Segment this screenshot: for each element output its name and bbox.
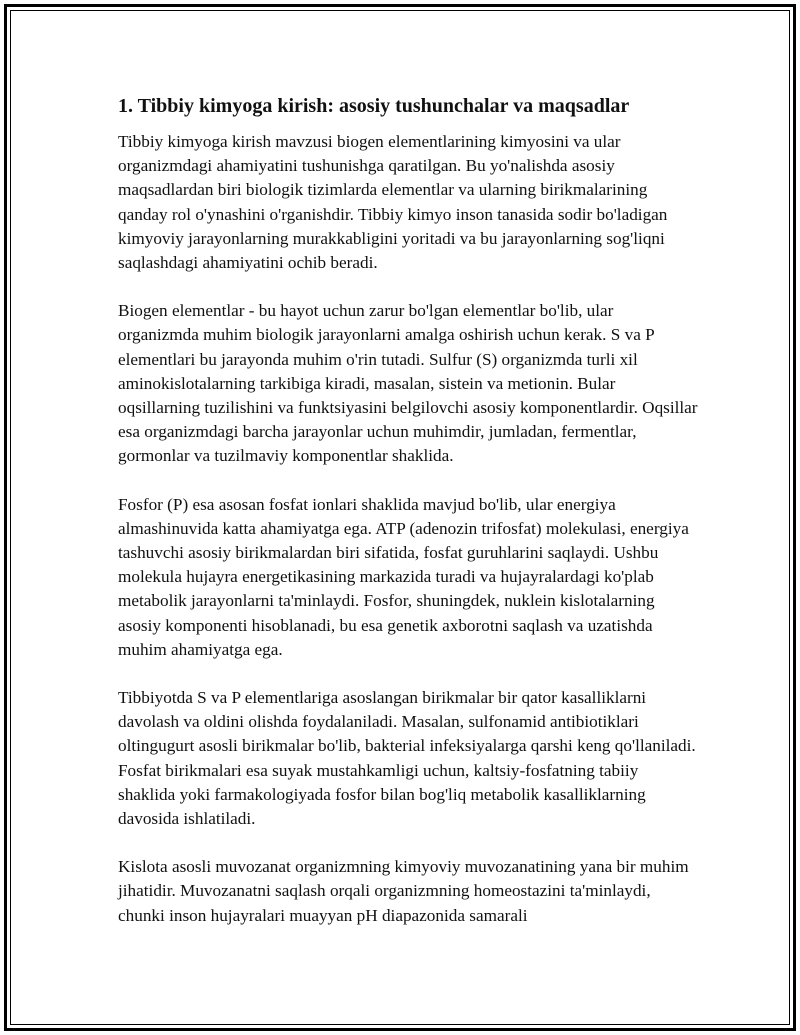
paragraph-biogen-elements: Biogen elementlar - bu hayot uchun zarur bo'lgan elementlar bo'lib, ular organizmda muhim biologik jarayonlarni amalga oshirish uchun kerak. S va P elementlari bu jarayonda muhim o'rin tutadi. Sulfur (S) organizmda turli xil aminokislotalarning tarkibiga kiradi, masalan, sistein va metionin. Bular oqsillarning tuzilishini va funktsiyasini belgilovchi asosiy komponentlardir. Oqsillar esa organizmdagi barcha jarayonlar uchun muhimdir, jumladan, fermentlar, gormonlar va tuzilmaviy komponentlar shaklida. xyxy=(118,301,698,466)
paragraph-intro: Tibbiy kimyoga kirish mavzusi biogen elementlarining kimyosini va ular organizmdagi ahamiyatini tushunishga qaratilgan. Bu yo'nalishda asosiy maqsadlardan biri biologik tizimlarda elementlar va ularning birikmalarining qanday rol o'ynashini o'rganishdir. Tibbiy kimyo inson tanasida sodir bo'ladigan kimyoviy jarayonlarning murakkabligini yoritadi va bu jarayonlarning sog'liqni saqlashdagi ahamiyatini ochib beradi. xyxy=(118,132,668,273)
paragraph-acid-base: Kislota asosli muvozanat organizmning kimyoviy muvozanatining yana bir muhim jihatidir. Muvozanatni saqlash orqali organizmning homeostazini ta'minlaydi, chunki inson hujayralari muayyan pH diapazonida samarali xyxy=(118,857,689,925)
paragraph-medicine: Tibbiyotda S va P elementlariga asoslangan birikmalar bir qator kasalliklarni davolash va oldini olishda foydalaniladi. Masalan, sulfonamid antibiotiklari oltingugurt asosli birikmalar bo'lib, bakterial infeksiyalarga qarshi keng qo'llaniladi. Fosfat birikmalari esa suyak mustahkamligi uchun, kaltsiy-fosfatning tabiiy shaklida yoki farmakologiyada fosfor bilan bog'liq metabolik kasalliklarning davosida ishlatiladi. xyxy=(118,688,696,829)
paragraph-phosphorus: Fosfor (P) esa asosan fosfat ionlari shaklida mavjud bo'lib, ular energiya almashinuvida katta ahamiyatga ega. ATP (adenozin trifosfat) molekulasi, energiya tashuvchi asosiy birikmalardan biri sifatida, fosfat guruhlarini saqlaydi. Ushbu molekula hujayra energetikasining markazida turadi va hujayralardagi ko'plab metabolik jarayonlarni ta'minlaydi. Fosfor, shuningdek, nuklein kislotalarning asosiy komponenti hisoblanadi, bu esa genetik axborotni saqlash va uzatishda muhim ahamiyatga ega. xyxy=(118,494,689,659)
section-heading: 1. Tibbiy kimyoga kirish: asosiy tushunchalar va maqsadlar xyxy=(118,95,630,117)
document-body xyxy=(118,93,698,928)
